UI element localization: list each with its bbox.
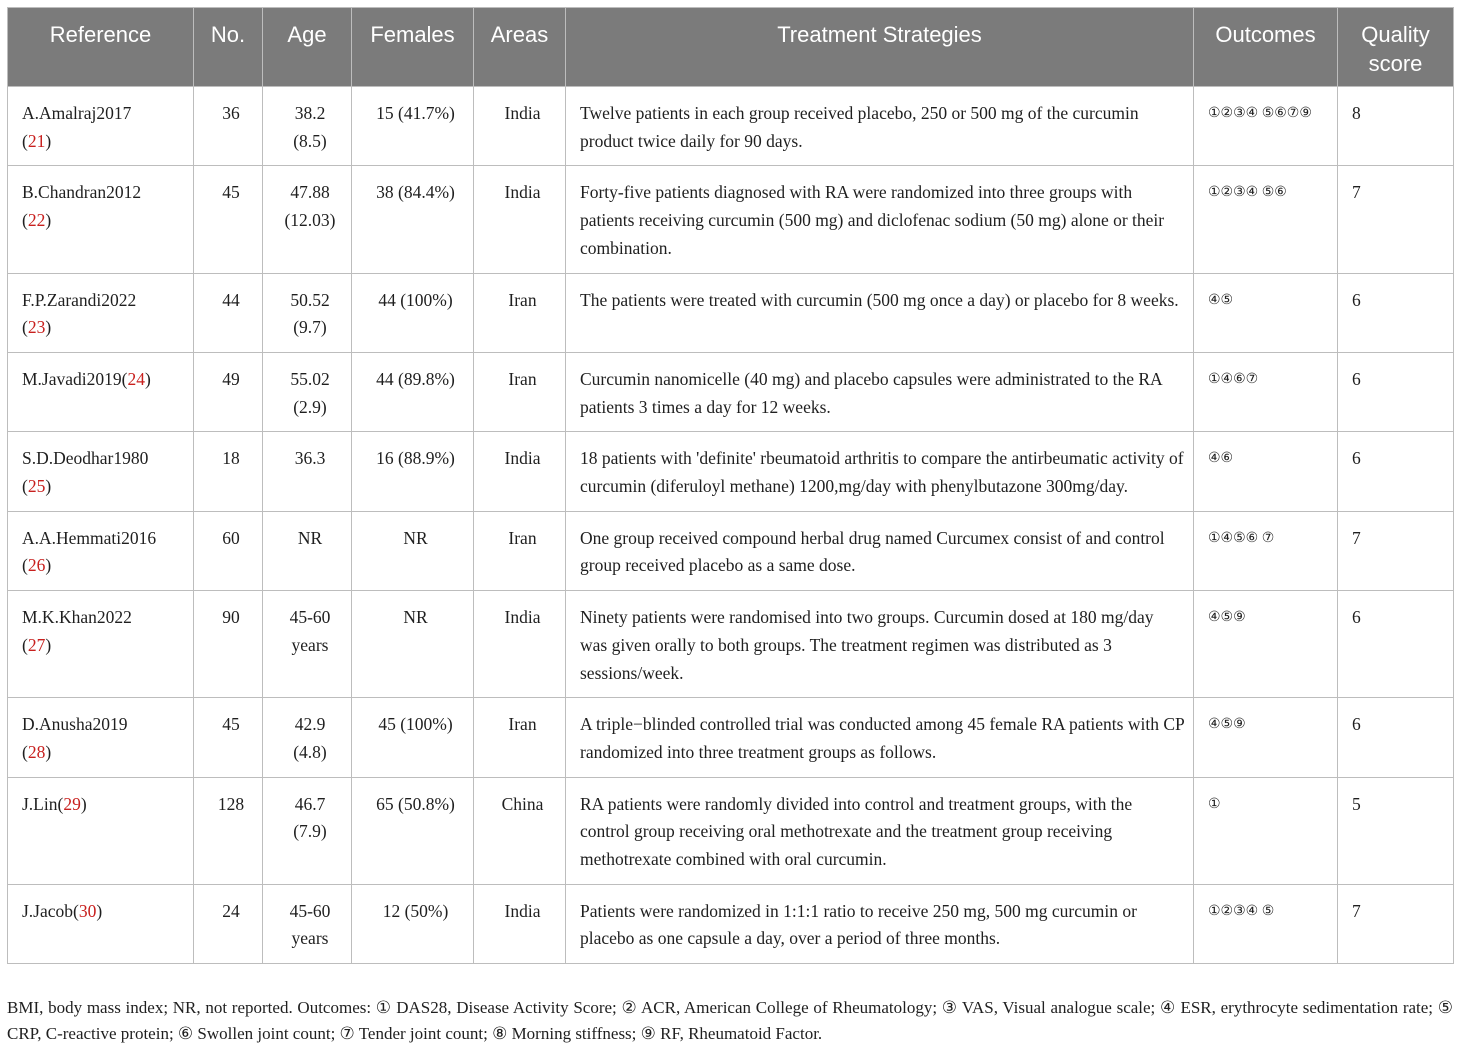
header-age: Age [263,8,352,87]
sample-size-cell: 45 [194,166,263,273]
sample-size-cell: 90 [194,591,263,698]
table-row [8,777,1454,884]
treatment-strategy-cell: RA patients were randomly divided into control and treatment groups, with the control group receiving oral methotrexate and the treatment group receiving methotrexate combined with oral curcumin. [566,777,1194,884]
table-row [8,273,1454,352]
females-cell: 44 (100%) [352,273,474,352]
reference-cell: S.D.Deodhar1980 (25) [8,432,194,511]
table-row [8,511,1454,590]
sample-size-cell: 49 [194,352,263,431]
age-cell: 45-60 years [263,591,352,698]
header-row [8,8,1454,87]
treatment-strategy-cell: Patients were randomized in 1:1:1 ratio to receive 250 mg, 500 mg curcumin or placebo as one capsule a day, over a period of three months. [566,884,1194,963]
treatment-strategy-cell: Forty-five patients diagnosed with RA were randomized into three groups with patients receiving curcumin (500 mg) and diclofenac sodium (50 mg) alone or their combination. [566,166,1194,273]
quality-score-cell: 7 [1338,511,1454,590]
study-characteristics-table [7,7,1454,964]
reference-name: B.Chandran2012 [22,182,142,203]
table-footnote: BMI, body mass index; NR, not reported. Outcomes: ① DAS28, Disease Activity Score; ② ACR, American College of Rheumatology; ③ VAS, Visual analogue scale; ④ ESR, erythrocyte sedimentation rate; ⑤ CRP, C-reactive protein; ⑥ Swollen joint count; ⑦ Tender joint count; ⑧ Morning stiffness; ⑨ RF, Rheumatoid Factor. [7,998,1453,1043]
females-cell: 38 (84.4%) [352,166,474,273]
sample-size-cell: 45 [194,698,263,777]
area-cell: Iran [474,511,566,590]
reference-close: ) [80,793,87,814]
sample-size-cell: 128 [194,777,263,884]
citation-link[interactable]: 30 [78,900,97,921]
reference-cell: M.K.Khan2022 (27) [8,591,194,698]
citation-link[interactable]: 21 [27,130,46,151]
sample-size-cell: 18 [194,432,263,511]
age-cell: 38.2 (8.5) [263,87,352,166]
table-row [8,432,1454,511]
age-cell: 42.9 (4.8) [263,698,352,777]
table-row [8,87,1454,166]
table-row [8,352,1454,431]
outcomes-cell: ④⑤⑨ [1194,591,1338,698]
age-cell: NR [263,511,352,590]
quality-score-cell: 6 [1338,432,1454,511]
age-cell: 46.7 (7.9) [263,777,352,884]
header-treatment-strategies: Treatment Strategies [566,8,1194,87]
reference-cell [8,884,194,963]
females-cell: 16 (88.9%) [352,432,474,511]
table-row [8,166,1454,273]
females-cell: NR [352,511,474,590]
quality-score-cell: 6 [1338,273,1454,352]
sample-size-cell: 44 [194,273,263,352]
header-areas: Areas [474,8,566,87]
quality-score-cell: 5 [1338,777,1454,884]
reference-close: ) [96,900,103,921]
reference-close: ) [144,368,151,389]
females-cell: 12 (50%) [352,884,474,963]
outcomes-cell: ①②③④ ⑤⑥⑦⑨ [1194,87,1338,166]
area-cell: China [474,777,566,884]
age-cell: 50.52 (9.7) [263,273,352,352]
quality-score-cell: 7 [1338,166,1454,273]
reference-name: J.Jacob( [22,900,79,921]
age-cell: 55.02 (2.9) [263,352,352,431]
table-row [8,884,1454,963]
reference-name: A.Amalraj2017 [22,103,132,123]
reference-name: F.P.Zarandi2022 [22,289,137,310]
treatment-strategy-cell: A triple−blinded controlled trial was conducted among 45 female RA patients with CP randomized into three treatment groups as follows. [566,698,1194,777]
header-reference: Reference [8,8,194,87]
reference-name: M.Javadi2019( [22,368,128,389]
area-cell: Iran [474,352,566,431]
outcomes-cell: ④⑥ [1194,432,1338,511]
reference-name: A.A.Hemmati2016 [22,527,157,548]
area-cell: Iran [474,273,566,352]
age-cell: 36.3 [263,432,352,511]
reference-cell: A.Amalraj2017 (21) [8,87,194,166]
treatment-strategy-cell: Twelve patients in each group received placebo, 250 or 500 mg of the curcumin product twice daily for 90 days. [566,87,1194,166]
females-cell: 15 (41.7%) [352,87,474,166]
reference-name: J.Lin( [22,793,64,814]
quality-score-cell: 8 [1338,87,1454,166]
citation-link[interactable]: 28 [27,741,46,762]
area-cell: India [474,432,566,511]
females-cell: 45 (100%) [352,698,474,777]
area-cell: India [474,87,566,166]
area-cell: India [474,166,566,273]
treatment-strategy-cell: 18 patients with 'definite' rbeumatoid arthritis to compare the antirbeumatic activity of curcumin (diferuloyl methane) 1200,mg/day with phenylbutazone 300mg/day. [566,432,1194,511]
females-cell: 44 (89.8%) [352,352,474,431]
females-cell: NR [352,591,474,698]
header-females: Females [352,8,474,87]
sample-size-cell: 36 [194,87,263,166]
table-row [8,698,1454,777]
reference-cell: A.A.Hemmati2016 (26) [8,511,194,590]
treatment-strategy-cell: Ninety patients were randomised into two groups. Curcumin dosed at 180 mg/day was given orally to both groups. The treatment regimen was distributed as 3 sessions/week. [566,591,1194,698]
outcomes-cell: ④⑤⑨ [1194,698,1338,777]
header-outcomes: Outcomes [1194,8,1338,87]
reference-name: M.K.Khan2022 [22,607,132,628]
reference-name: S.D.Deodhar1980 [22,448,149,469]
citation-link[interactable]: 22 [27,210,46,231]
header-quality-score: Quality score [1338,8,1454,87]
sample-size-cell: 24 [194,884,263,963]
females-cell: 65 (50.8%) [352,777,474,884]
age-cell: 47.88 (12.03) [263,166,352,273]
reference-cell: D.Anusha2019 (28) [8,698,194,777]
outcomes-cell: ①②③④ ⑤ [1194,884,1338,963]
treatment-strategy-cell: Curcumin nanomicelle (40 mg) and placebo capsules were administrated to the RA patients 3 times a day for 12 weeks. [566,352,1194,431]
header-no: No. [194,8,263,87]
quality-score-cell: 7 [1338,884,1454,963]
reference-name: D.Anusha2019 [22,714,128,735]
reference-cell [8,777,194,884]
citation-link[interactable]: 26 [27,555,46,576]
treatment-strategy-cell: One group received compound herbal drug named Curcumex consist of and control group received placebo as a same dose. [566,511,1194,590]
age-cell: 45-60 years [263,884,352,963]
table-row [8,591,1454,698]
reference-cell: B.Chandran2012 (22) [8,166,194,273]
quality-score-cell: 6 [1338,352,1454,431]
area-cell: India [474,591,566,698]
outcomes-cell: ① [1194,777,1338,884]
reference-cell [8,352,194,431]
area-cell: Iran [474,698,566,777]
quality-score-cell: 6 [1338,698,1454,777]
outcomes-cell: ①②③④ ⑤⑥ [1194,166,1338,273]
citation-link[interactable]: 25 [27,476,46,497]
outcomes-cell: ①④⑤⑥ ⑦ [1194,511,1338,590]
citation-link[interactable]: 23 [27,317,46,338]
sample-size-cell: 60 [194,511,263,590]
reference-cell: F.P.Zarandi2022 (23) [8,273,194,352]
outcomes-cell: ④⑤ [1194,273,1338,352]
citation-link[interactable]: 29 [63,793,81,814]
citation-link[interactable]: 27 [27,634,46,655]
treatment-strategy-cell: The patients were treated with curcumin (500 mg once a day) or placebo for 8 weeks. [566,273,1194,352]
quality-score-cell: 6 [1338,591,1454,698]
outcomes-cell: ①④⑥⑦ [1194,352,1338,431]
area-cell: India [474,884,566,963]
citation-link[interactable]: 24 [127,368,145,389]
